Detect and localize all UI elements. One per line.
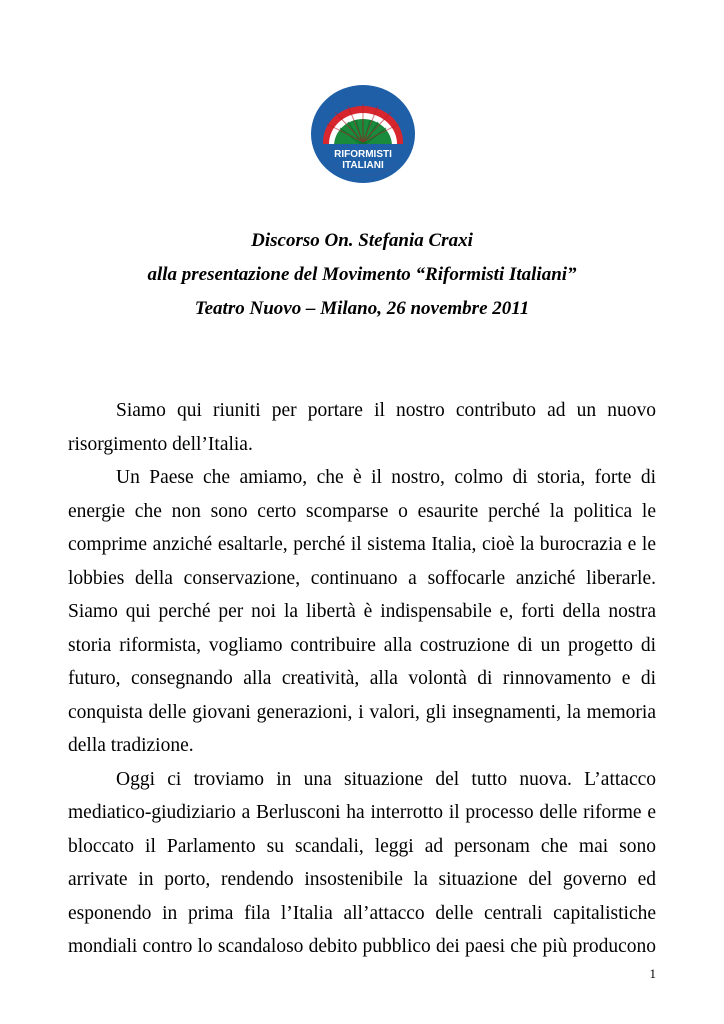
page-number: 1 [649, 966, 656, 981]
speech-occasion: alla presentazione del Movimento “Riformisti Italiani” [147, 264, 577, 285]
speech-body [68, 394, 656, 964]
party-logo [310, 84, 416, 184]
logo-text-line1: RIFORMISTI [334, 149, 392, 160]
paragraph-2: Un Paese che amiamo, che è il nostro, colmo di storia, forte di energie che non sono certo scomparse o esaurite perché la politica le comprime anziché esaltarle, perché il sistema Italia, cioè la burocrazia e le lobbies della conservazione, continuano a soffocarle anziché liberarle. Siamo qui perché per noi la libertà è indispensabile e, forti della nostra storia riformista, vogliamo contribuire alla costruzione di un progetto di futuro, consegnando alla creatività, alla volontà di rinnovamento e di conquista delle giovani generazioni, i valori, gli insegnamenti, la memoria della tradizione. [68, 467, 656, 756]
logo-text-line2: ITALIANI [342, 160, 384, 171]
paragraph-1: Siamo qui riuniti per portare il nostro contributo ad un nuovo risorgimento dell’Italia. [68, 400, 656, 455]
paragraph-3: Oggi ci troviamo in una situazione del tutto nuova. L’attacco mediatico-giudiziario a Berlusconi ha interrotto il processo delle riforme e bloccato il Parlamento su scandali, leggi ad personam che mai sono arrivate in porto, rendendo insostenibile la situazione del governo ed esponendo in prima fila l’Italia all’attacco delle centrali capitalistiche mondiali contro lo scandaloso debito pubblico dei paesi che più producono [68, 768, 656, 957]
riformisti-italiani-logo-icon [310, 84, 416, 184]
speech-title: Discorso On. Stefania Craxi [251, 230, 473, 251]
speech-venue-date: Teatro Nuovo – Milano, 26 novembre 2011 [194, 298, 530, 319]
